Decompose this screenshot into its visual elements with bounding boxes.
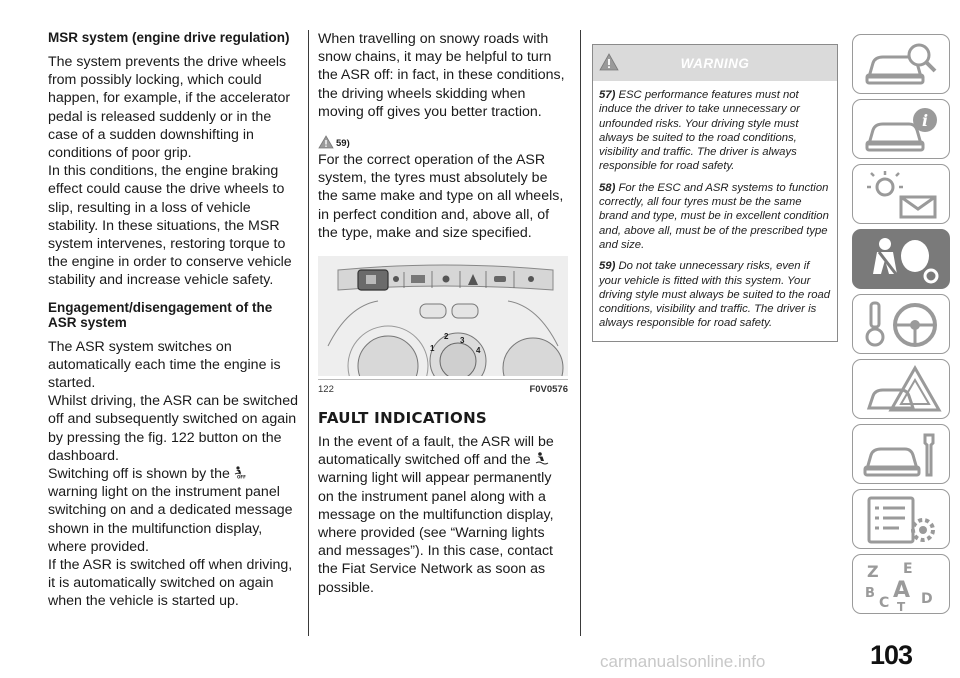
- warning-title: WARNING: [680, 55, 750, 71]
- msr-heading: MSR system (engine drive regulation): [48, 30, 290, 45]
- paragraph-part: warning light on the instrument panel switching on and a dedicated message shown in the multifunction display, where provided.: [48, 484, 293, 555]
- index-letter: Z: [867, 562, 879, 581]
- figure-caption: [318, 384, 568, 395]
- warning-triangle-icon: [318, 135, 334, 149]
- watermark: carmanualsonline.info: [600, 652, 766, 671]
- chapter-tabs: [852, 34, 950, 619]
- paragraph: Whilst driving, the ASR can be switched off and subsequently switched on again by pressing the fig. 122 button on the dashboard.: [48, 393, 298, 464]
- warning-note-number: 57): [599, 89, 616, 101]
- emergency-triangle-icon: [863, 364, 943, 416]
- dashboard-figure: [318, 256, 568, 376]
- tab-safety[interactable]: [852, 229, 950, 289]
- fault-indications-title: FAULT INDICATIONS: [318, 409, 488, 428]
- figure-rule: [318, 379, 568, 380]
- warning-note-text: Do not take unnecessary risks, even if your vehicle is fitted with this system. Your driving style must always be suited to the road conditions, visibility and traffic. The driver is always responsible for road safety.: [599, 260, 831, 330]
- paragraph: If the ASR is switched off when driving, it is automatically switched on again when the vehicle is started up.: [48, 557, 293, 610]
- figure-number: 122: [318, 384, 334, 396]
- warning-triangle-icon: [599, 53, 619, 71]
- paragraph: The system prevents the drive wheels from possibly locking, which could happen, for example, if the accelerator pedal is released suddenly or in the case of a sudden downshifting in conditions of poor grip.: [48, 54, 291, 162]
- warning-column: [592, 44, 838, 342]
- paragraph: [48, 465, 298, 556]
- car-maintenance-icon: [863, 429, 943, 481]
- text-column-2: [318, 30, 568, 597]
- car-info-icon: [863, 104, 943, 156]
- knob-label: 4: [476, 346, 481, 356]
- warning-note: [593, 88, 837, 174]
- paragraph: [318, 433, 568, 597]
- technical-data-icon: [863, 494, 943, 546]
- tab-maintenance[interactable]: [852, 424, 950, 484]
- figure-code: F0V0576: [529, 384, 568, 396]
- paragraph-part: warning light will appear permanently on the instrument panel along with a message on the multifunction display, where provided (see “Warning lights and messages”). In this case, contact the Fiat Service Network as soon as possible.: [318, 470, 554, 596]
- asr-engagement-heading: Engagement/disengagement of the ASR system: [48, 299, 273, 330]
- airbag-safety-icon: [863, 234, 943, 286]
- index-letter: E: [903, 561, 913, 577]
- paragraph: In this conditions, the engine braking effect could cause the drive wheels to slip, resulting in a loss of vehicle stability. In these situations, the MSR system intervenes, restoring torque to the engine in order to conserve vehicle stability and increase vehicle safety.: [48, 163, 292, 289]
- tab-emergency[interactable]: [852, 359, 950, 419]
- index-letter: T: [897, 600, 906, 611]
- text-column-1: [48, 30, 298, 611]
- svg-text:OFF: OFF: [236, 474, 246, 480]
- key-steering-icon: [863, 299, 943, 351]
- warning-header: [593, 45, 837, 81]
- warning-lights-icon: [863, 169, 943, 221]
- warning-box: [592, 44, 838, 342]
- tab-starting-driving[interactable]: [852, 294, 950, 354]
- column-divider: [580, 30, 581, 636]
- paragraph-part: Switching off is shown by the: [48, 466, 230, 483]
- tab-car-search[interactable]: [852, 34, 950, 94]
- asr-warning-icon: [535, 451, 549, 465]
- index-letters-icon: [863, 559, 943, 611]
- paragraph: For the correct operation of the ASR system, the tyres must absolutely be the same make and type on all wheels, in perfect condition and, above all, of the type, make and size specified.: [318, 152, 564, 241]
- warning-note-number: 59): [599, 260, 616, 273]
- paragraph: The ASR system switches on automatically each time the engine is started.: [48, 338, 281, 392]
- knob-label: 2: [444, 332, 449, 342]
- column-divider: [308, 30, 309, 636]
- dashboard-illustration: [318, 256, 568, 376]
- knob-label: 3: [460, 336, 465, 346]
- car-search-icon: [863, 39, 943, 91]
- tab-warning-lights[interactable]: [852, 164, 950, 224]
- svg-text:i: i: [922, 111, 929, 130]
- index-letter: B: [865, 586, 875, 601]
- paragraph-part: In the event of a fault, the ASR will be automatically switched off and the: [318, 434, 554, 469]
- warning-note-number: 58): [599, 181, 616, 194]
- warning-note: [593, 181, 837, 252]
- paragraph: When travelling on snowy roads with snow chains, it may be helpful to turn the ASR off: in fact, in these conditions, the driving wheels skidding when moving off gives you better traction.: [318, 31, 565, 120]
- tab-car-info[interactable]: [852, 99, 950, 159]
- tab-index[interactable]: [852, 554, 950, 614]
- index-letter: C: [879, 595, 890, 611]
- warning-note-text: ESC performance features must not induce the driver to take unnecessary or unfounded risks. Your driving style must always be suited to the road conditions, visibility and traffic. The driver is always responsible for road safety.: [599, 89, 800, 173]
- index-letter: A: [893, 578, 911, 603]
- warning-reference-number: 59): [336, 138, 350, 150]
- warning-reference: [318, 135, 568, 149]
- warning-note: [593, 259, 837, 330]
- warning-note-text: For the ESC and ASR systems to function correctly, all four tyres must be the same brand and type, must be in excellent condition and, above all, must be of the prescribed type and size.: [599, 181, 829, 251]
- index-letter: D: [921, 591, 933, 607]
- knob-label: 1: [430, 344, 435, 354]
- tab-technical-data[interactable]: [852, 489, 950, 549]
- page-number: 103: [870, 640, 913, 670]
- asr-off-warning-icon: [234, 465, 248, 479]
